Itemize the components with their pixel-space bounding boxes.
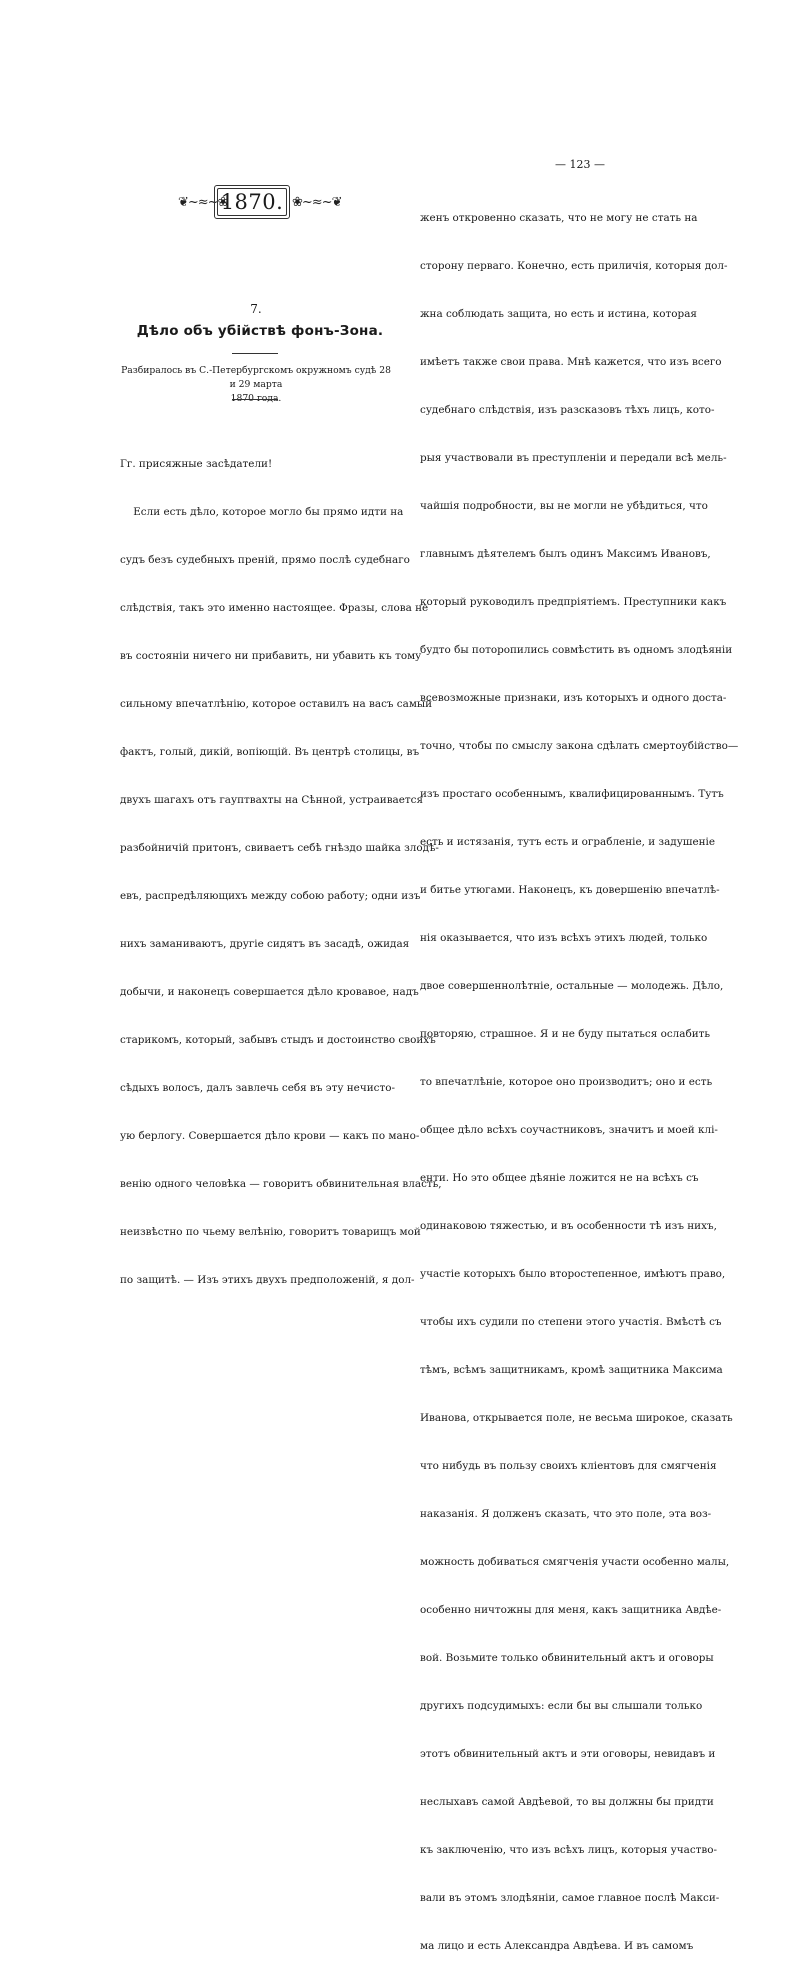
text-line: тѣмъ, всѣмъ защитникамъ, кромѣ защитника Максима <box>420 1364 723 1376</box>
text-line: есть и истязанія, тутъ есть и ограбленіе, и задушеніе <box>420 836 716 848</box>
text-line: общее дѣло всѣхъ соучастниковъ, значитъ и моей клі- <box>420 1124 718 1136</box>
text-line: сѣдыхъ волосъ, далъ завлечь себя въ эту нечисто- <box>120 1082 395 1094</box>
text-line: рыя участвовали въ преступленіи и передали всѣ мель- <box>420 452 727 464</box>
text-line: по защитѣ. — Изъ этихъ двухъ предположеній, я дол- <box>120 1274 415 1286</box>
text-line: енти. Но это общее дѣяніе ложится не на всѣхъ съ <box>420 1172 699 1184</box>
text-line: Если есть дѣло, которое могло бы прямо идти на <box>120 506 404 518</box>
text-line: фактъ, голый, дикій, вопіющій. Въ центрѣ столицы, въ <box>120 746 420 758</box>
text-line: изъ простаго особеннымъ, квалифицированнымъ. Тутъ <box>420 788 724 800</box>
text-line: чайшія подробности, вы не могли не убѣдиться, что <box>420 500 708 512</box>
right-body-text <box>420 178 739 1986</box>
text-line: судъ безъ судебныхъ преній, прямо послѣ судебнаго <box>120 554 410 566</box>
text-line: слѣдствія, такъ это именно настоящее. Фразы, слова не <box>120 602 429 614</box>
text-line: въ состояніи ничего ни прибавить, ни убавить къ тому <box>120 650 422 662</box>
text-line: главнымъ дѣятелемъ былъ одинъ Максимъ Ивановъ, <box>420 548 711 560</box>
case-number: 7. <box>250 302 262 316</box>
flourish-right-icon: ❀~≈~❦ <box>292 195 342 210</box>
text-line: имѣетъ также свои права. Мнѣ кажется, что изъ всего <box>420 356 722 368</box>
text-line: то впечатлѣніе, которое оно производитъ; оно и есть <box>420 1076 713 1088</box>
text-line: всевозможные признаки, изъ которыхъ и одного доста- <box>420 692 727 704</box>
text-line: нія оказывается, что изъ всѣхъ этихъ людей, только <box>420 932 708 944</box>
divider-rule <box>232 353 278 354</box>
flourish-left-icon: ❦~≈~❀ <box>178 195 228 210</box>
text-line: сильному впечатлѣнію, которое оставилъ на васъ самый <box>120 698 433 710</box>
page-number: — 123 — <box>555 158 605 171</box>
text-line: евъ, распредѣляющихъ между собою работу; одни изъ <box>120 890 421 902</box>
divider-rule <box>232 399 278 400</box>
text-line: который руководилъ предпріятіемъ. Преступники какъ <box>420 596 727 608</box>
text-line: вали въ этомъ злодѣяніи, самое главное послѣ Макси- <box>420 1892 720 1904</box>
text-line: будто бы поторопились совмѣстить въ одномъ злодѣяніи <box>420 644 733 656</box>
text-line: венію одного человѣка — говоритъ обвинительная власть, <box>120 1178 442 1190</box>
text-line: чтобы ихъ судили по степени этого участія. Вмѣстѣ съ <box>420 1316 722 1328</box>
subtitle-line: Разбиралось въ С.-Петербургскомъ окружномъ судѣ 28 и 29 марта <box>121 365 391 390</box>
text-line: этотъ обвинительный актъ и эти оговоры, невидавъ и <box>420 1748 716 1760</box>
text-line: судебнаго слѣдствія, изъ разсказовъ тѣхъ лицъ, кото- <box>420 404 715 416</box>
text-line: къ заключенію, что изъ всѣхъ лицъ, которыя участво- <box>420 1844 718 1856</box>
year-heading: 1870. <box>220 190 284 214</box>
subtitle-line: 1870 года. <box>230 393 282 404</box>
text-line: и битье утюгами. Наконецъ, къ довершенію впечатлѣ- <box>420 884 720 896</box>
text-line: сторону перваго. Конечно, есть приличія, которыя дол- <box>420 260 728 272</box>
text-line: можность добиваться смягченія участи особенно малы, <box>420 1556 730 1568</box>
text-line: Гг. присяжные засѣдатели! <box>120 458 273 470</box>
text-line: добычи, и наконецъ совершается дѣло кровавое, надъ <box>120 986 419 998</box>
text-line: неслыхавъ самой Авдѣевой, то вы должны бы придти <box>420 1796 714 1808</box>
text-line: нихъ заманиваютъ, другіе сидятъ въ засадѣ, ожидая <box>120 938 410 950</box>
text-line: старикомъ, который, забывъ стыдъ и достоинство своихъ <box>120 1034 436 1046</box>
text-line: повторяю, страшное. Я и не буду пытаться ослабить <box>420 1028 711 1040</box>
text-line: другихъ подсудимыхъ: если бы вы слышали только <box>420 1700 703 1712</box>
text-line: вой. Возьмите только обвинительный актъ и оговоры <box>420 1652 714 1664</box>
text-line: Иванова, открывается поле, не весьма широкое, сказать <box>420 1412 733 1424</box>
text-line: одинаковою тяжестью, и въ особенности тѣ изъ нихъ, <box>420 1220 717 1232</box>
text-line: наказанія. Я долженъ сказать, что это поле, эта воз- <box>420 1508 712 1520</box>
right-page <box>400 0 800 1952</box>
year-cartouche <box>214 185 290 219</box>
text-line: ую берлогу. Совершается дѣло крови — какъ по мано- <box>120 1130 420 1142</box>
text-line: неизвѣстно по чьему велѣнію, говоритъ товарищъ мой <box>120 1226 421 1238</box>
text-line: что нибудь въ пользу своихъ кліентовъ для смягченія <box>420 1460 717 1472</box>
text-line: участіе которыхъ было второстепенное, имѣютъ право, <box>420 1268 726 1280</box>
text-line: двухъ шагахъ отъ гауптвахты на Сѣнной, устраивается <box>120 794 424 806</box>
left-page <box>0 0 442 1286</box>
case-title: Дѣло объ убійствѣ фонъ-Зона. <box>136 323 384 339</box>
text-line: ма лицо и есть Александра Авдѣева. И въ самомъ <box>420 1940 694 1952</box>
text-line: жна соблюдать защита, но есть и истина, которая <box>420 308 697 320</box>
left-body-text <box>120 424 442 1320</box>
text-line: двое совершеннолѣтніе, остальные — молодежь. Дѣло, <box>420 980 724 992</box>
text-line: разбойничій притонъ, свиваетъ себѣ гнѣздо шайка злодѣ- <box>120 842 439 854</box>
text-line: женъ откровенно сказать, что не могу не стать на <box>420 212 698 224</box>
text-line: точно, чтобы по смыслу закона сдѣлать смертоубійство— <box>420 740 739 752</box>
text-line: особенно ничтожны для меня, какъ защитника Авдѣе- <box>420 1604 722 1616</box>
